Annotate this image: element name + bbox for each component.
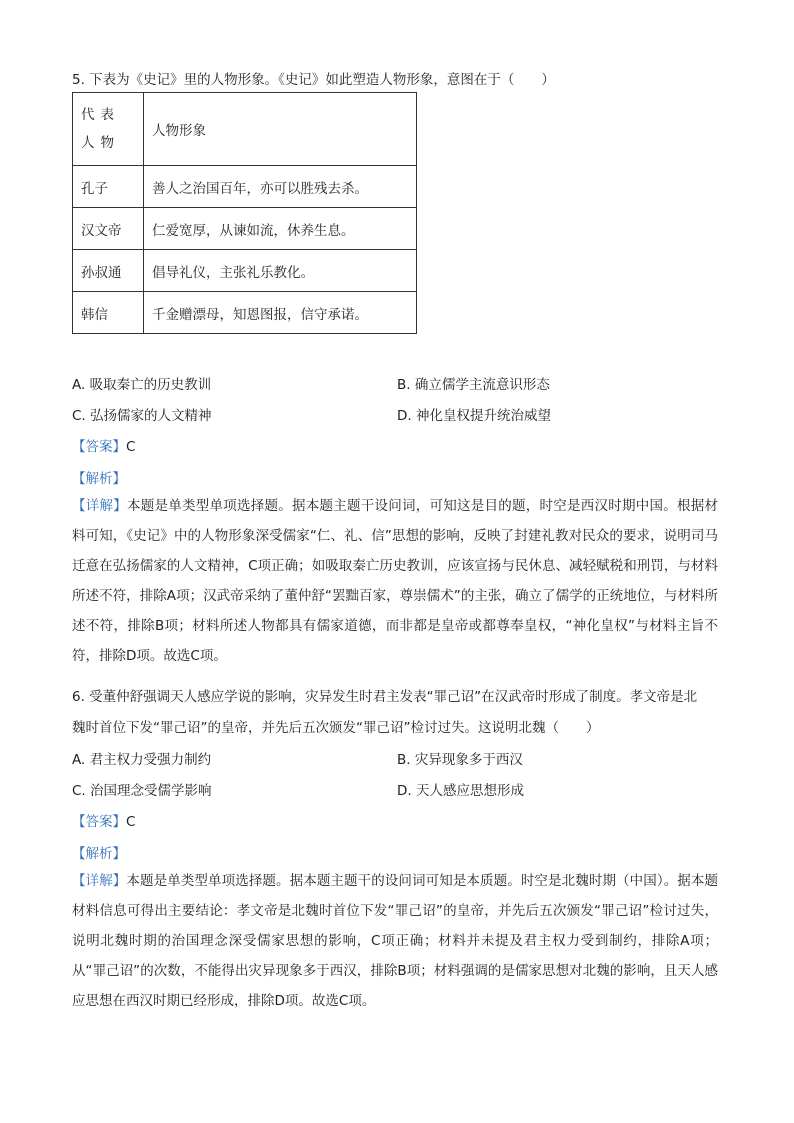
person-name: 汉文帝 [73, 208, 144, 250]
detail-tag: 【详解】 [72, 498, 127, 514]
q5-option-a: A. 吸取秦亡的历史教训 [72, 377, 212, 393]
q6-option-a: A. 君主权力受强力制约 [72, 752, 212, 768]
answer-value: C [126, 439, 136, 455]
person-description: 千金赠漂母，知恩图报，信守承诺。 [144, 292, 417, 334]
person-name: 韩信 [73, 292, 144, 334]
person-description: 倡导礼仪，主张礼乐教化。 [144, 250, 417, 292]
answer-tag: 【答案】 [72, 439, 126, 455]
table-row [73, 292, 417, 334]
question-6-title-line-2: 魏时首位下发“罪己诏”的皇帝，并先后五次颁发“罪己诏”检讨过失。这说明北魏（ ） [72, 720, 600, 736]
question-6-title-line-1: 6. 受董仲舒强调天人感应学说的影响，灾异发生时君主发表“罪己诏”在汉武帝时形成了制度。孝文帝是北 [72, 689, 698, 705]
detail-text: 本题是单类型单项选择题。据本题主题干设问词，可知这是目的题，时空是西汉时期中国。根据材料可知，《史记》中的人物形象深受儒家“仁、礼、信”思想的影响，反映了封建礼教对民众的要求，说明司马迁意在弘扬儒家的人文精神，C项正确；如吸取秦亡历史教训，应该宣扬与民休息、减轻赋税和刑罚，与材料所述不符，排除A项；汉武帝采纳了董仲舒“罢黜百家，尊崇儒术”的主张，确立了儒学的正统地位，与材料所述不符，排除B项；材料所述人物都具有儒家道德，而非都是皇帝或都尊奉皇权，“神化皇权”与材料主旨不符，排除D项。故选C项。 [72, 498, 718, 664]
q5-option-c: C. 弘扬儒家的人文精神 [72, 408, 212, 424]
q5-analysis-tag [72, 467, 126, 487]
q6-analysis-tag [72, 842, 126, 862]
detail-tag: 【详解】 [72, 873, 127, 889]
q6-option-d: D. 天人感应思想形成 [397, 783, 524, 799]
persons-table [72, 92, 417, 334]
detail-text: 本题是单类型单项选择题。据本题主题干的设问词可知是本质题。时空是北魏时期（中国）。据本题材料信息可得出主要结论：孝文帝是北魏时首位下发“罪己诏”的皇帝，并先后五次颁发“罪己诏”检讨过失，说明北魏时期的治国理念深受儒家思想的影响，C项正确；材料并未提及君主权力受到制约，排除A项；从“罪己诏”的次数，不能得出灾异现象多于西汉，排除B项；材料强调的是儒家思想对北魏的影响，且天人感应思想在西汉时期已经形成，排除D项。故选C项。 [72, 873, 719, 1009]
person-name: 孔子 [73, 166, 144, 208]
analysis-tag: 【解析】 [72, 846, 126, 862]
person-name: 孙叔通 [73, 250, 144, 292]
q6-detail-paragraph [72, 866, 718, 1016]
table-row [73, 250, 417, 292]
person-description: 善人之治国百年，亦可以胜残去杀。 [144, 166, 417, 208]
q6-answer [72, 810, 135, 830]
q5-option-d: D. 神化皇权提升统治威望 [397, 408, 551, 424]
table-row [73, 208, 417, 250]
person-description: 仁爱宽厚，从谏如流，休养生息。 [144, 208, 417, 250]
table-row [73, 166, 417, 208]
header-person-image: 人物形象 [144, 93, 417, 166]
q5-option-b: B. 确立儒学主流意识形态 [397, 377, 550, 393]
q5-detail-paragraph [72, 491, 718, 671]
answer-value: C [126, 814, 136, 830]
analysis-tag: 【解析】 [72, 471, 126, 487]
header-representative-person: 代表人物 [73, 93, 144, 166]
q6-option-b: B. 灾异现象多于西汉 [397, 752, 523, 768]
table-header-row [73, 93, 417, 166]
answer-tag: 【答案】 [72, 814, 126, 830]
q6-option-c: C. 治国理念受儒学影响 [72, 783, 212, 799]
q5-answer [72, 435, 135, 455]
question-5-title: 5. 下表为《史记》里的人物形象。《史记》如此塑造人物形象，意图在于（ ） [72, 72, 555, 88]
